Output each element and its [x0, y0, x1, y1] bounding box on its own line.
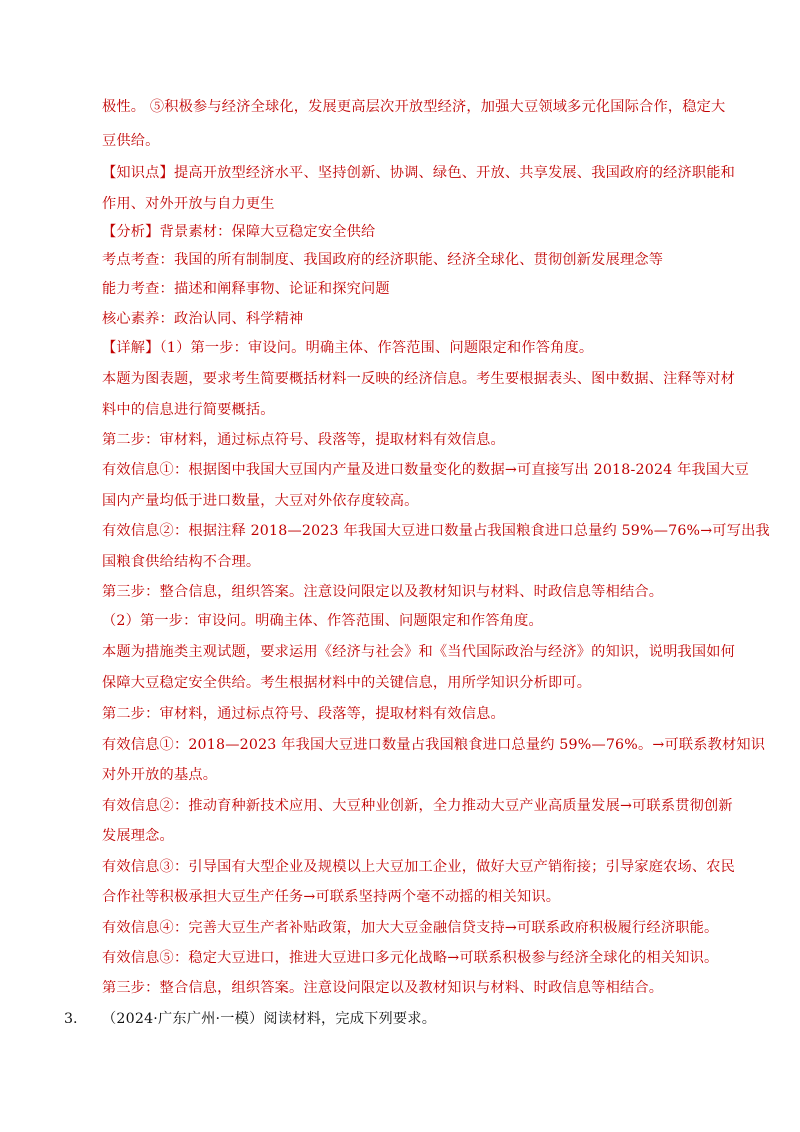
- text-line: 对外开放的基点。: [102, 767, 218, 783]
- text-line: 有效信息①：2018—2023 年我国大豆进口数量占我国粮食进口总量约 59%—76%。→可联系教材知识: [102, 737, 766, 753]
- text-line: 有效信息②：根据注释 2018—2023 年我国大豆进口数量占我国粮食进口总量约 59%—76%→可写出我: [102, 523, 770, 539]
- text-line: 本题为图表题，要求考生简要概括材料一反映的经济信息。考生要根据表头、图中数据、注释等对材: [102, 371, 736, 387]
- knowledge-point-label: 【知识点】: [102, 165, 174, 181]
- text-line: 第二步：审材料，通过标点符号、段落等，提取材料有效信息。: [102, 706, 505, 722]
- text-line: 有效信息①：根据图中我国大豆国内产量及进口数量变化的数据→可直接写出 2018-2024 年我国大豆: [102, 462, 750, 478]
- text-line: 第二步：审材料，通过标点符号、段落等，提取材料有效信息。: [102, 432, 505, 448]
- analysis-line: [102, 222, 375, 242]
- text-line: 料中的信息进行简要概括。: [102, 402, 275, 418]
- text-line: （2）第一步：审设问。明确主体、作答范围、问题限定和作答角度。: [102, 613, 543, 629]
- text-line: 国内产量均低于进口数量，大豆对外依存度较高。: [102, 493, 419, 509]
- text-line: 豆供给。: [102, 133, 160, 149]
- text-line: 能力考查：描述和阐释事物、论证和探究问题: [102, 281, 390, 297]
- text-line: 有效信息③：引导国有大型企业及规模以上大豆加工企业，做好大豆产销衔接；引导家庭农场、农民: [102, 859, 736, 875]
- text-line: 发展理念。: [102, 828, 174, 844]
- question-number: 3.: [64, 1011, 78, 1027]
- knowledge-point-line: [102, 163, 735, 183]
- text-line: 作用、对外开放与自力更生: [102, 196, 275, 212]
- knowledge-point-text: 提高开放型经济水平、坚持创新、协调、绿色、开放、共享发展、我国政府的经济职能和: [173, 165, 736, 181]
- text-line: 有效信息④：完善大豆生产者补贴政策，加大大豆金融信贷支持→可联系政府积极履行经济职能。: [102, 920, 719, 936]
- text-line: 国粮食供给结构不合理。: [102, 554, 261, 570]
- text-line: 保障大豆稳定安全供给。考生根据材料中的关键信息，用所学知识分析即可。: [102, 675, 592, 691]
- text-line: 第三步：整合信息，组织答案。注意设问限定以及教材知识与材料、时政信息等相结合。: [102, 980, 664, 996]
- text-line: 合作社等积极承担大豆生产任务→可联系坚持两个毫不动摇的相关知识。: [102, 889, 561, 905]
- question-3-heading: （2024·广东广州·一模）阅读材料，完成下列要求。: [102, 1011, 437, 1027]
- detail-text: （1）第一步：审设问。明确主体、作答范围、问题限定和作答角度。: [159, 340, 594, 356]
- text-line: 有效信息②：推动育种新技术应用、大豆种业创新，全力推动大豆产业高质量发展→可联系贯彻创新: [102, 798, 733, 814]
- text-line: 核心素养：政治认同、科学精神: [102, 311, 304, 327]
- detail-line: [102, 338, 593, 358]
- analysis-label: 【分析】: [102, 224, 160, 240]
- text-line: 考点考查：我国的所有制制度、我国政府的经济职能、经济全球化、贯彻创新发展理念等: [102, 252, 664, 268]
- analysis-text: 背景素材：保障大豆稳定安全供给: [159, 224, 376, 240]
- text-line: 极性。 ⑤积极参与经济全球化，发展更高层次开放型经济，加强大豆领域多元化国际合作，稳定大: [102, 99, 726, 115]
- detail-label: 【详解】: [102, 340, 160, 356]
- text-line: 第三步：整合信息，组织答案。注意设问限定以及教材知识与材料、时政信息等相结合。: [102, 584, 664, 600]
- text-line: 本题为措施类主观试题，要求运用《经济与社会》和《当代国际政治与经济》的知识，说明我国如何: [102, 644, 736, 660]
- text-line: 有效信息⑤：稳定大豆进口，推进大豆进口多元化战略→可联系积极参与经济全球化的相关知识。: [102, 950, 719, 966]
